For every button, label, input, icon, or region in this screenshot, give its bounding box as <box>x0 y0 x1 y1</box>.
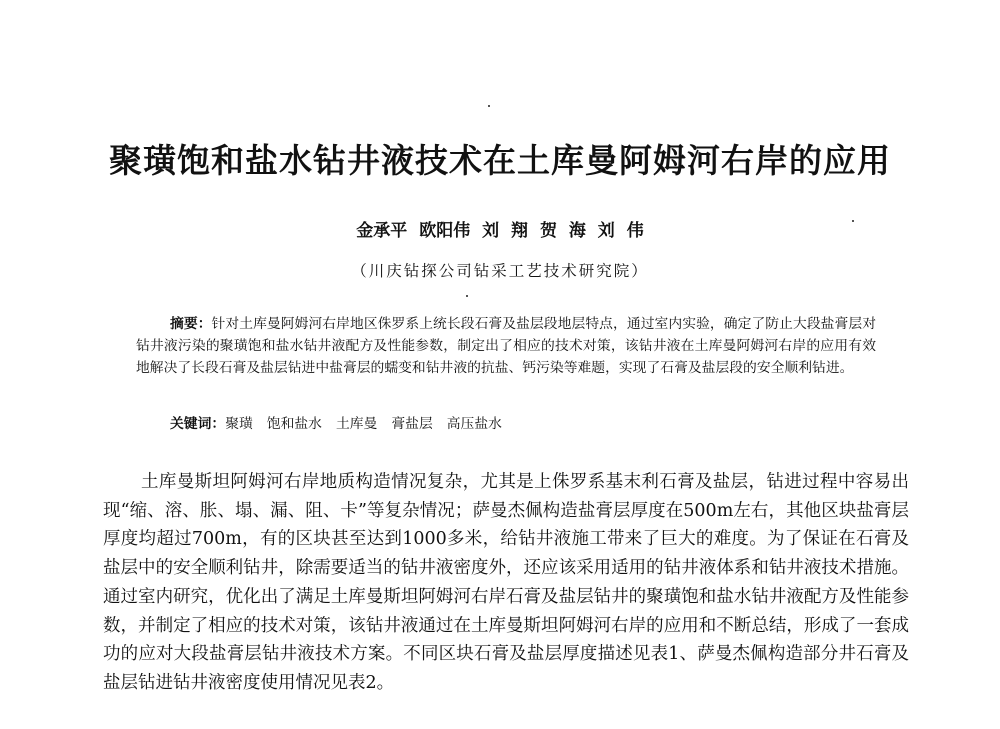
scan-speck <box>852 220 854 222</box>
affiliation: （川庆钻探公司钻采工艺技术研究院） <box>351 262 649 280</box>
body-section <box>103 468 909 698</box>
keywords-line <box>170 413 870 435</box>
keyword: 聚璜 <box>225 416 253 432</box>
keyword: 高压盐水 <box>446 416 502 432</box>
abstract-paragraph <box>136 313 876 379</box>
abstract-text: 针对土库曼阿姆河右岸地区侏罗系上统长段石膏及盐层段地层特点，通过室内实验，确定了防止大段盐膏层对钻井液污染的聚璜饱和盐水钻井液配方及性能参数，制定出了相应的技术对策，该钻井液在土库曼阿姆河右岸的应用有效地解决了长段石膏及盐层钻进中盐膏层的蠕变和钻井液的抗盐、钙污染等难题，实现了石膏及盐层段的安全顺利钻进。 <box>136 316 877 376</box>
paper-title: 聚璜饱和盐水钻井液技术在土库曼阿姆河右岸的应用 <box>109 141 891 180</box>
scan-speck <box>488 105 490 107</box>
abstract-block <box>136 313 876 379</box>
keyword: 饱和盐水 <box>266 416 322 432</box>
author-list: 金承平 欧阳伟 刘 翔 贺 海 刘 伟 <box>356 221 644 241</box>
keyword: 膏盐层 <box>391 416 433 432</box>
body-paragraph: 土库曼斯坦阿姆河右岸地质构造情况复杂，尤其是上侏罗系基末利石膏及盐层，钻进过程中容易出现“缩、溶、胀、塌、漏、阻、卡”等复杂情况；萨曼杰佩构造盐膏层厚度在500m左右，其他区块盐膏层厚度均超过700m，有的区块甚至达到1000多米，给钻井液施工带来了巨大的难度。为了保证在石膏及盐层中的安全顺利钻井，除需要适当的钻井液密度外，还应该采用适用的钻井液体系和钻井液技术措施。通过室内研究，优化出了满足土库曼斯坦阿姆河右岸石膏及盐层钻井的聚璜饱和盐水钻井液配方及性能参数，并制定了相应的技术对策，该钻井液通过在土库曼斯坦阿姆河右岸的应用和不断总结，形成了一套成功的应对大段盐膏层钻井液技术方案。不同区块石膏及盐层厚度描述见表1、萨曼杰佩构造部分井石膏及盐层钻进钻井液密度使用情况见表2。 <box>103 472 909 693</box>
keyword: 土库曼 <box>335 416 378 432</box>
keywords-label: 关键词： <box>170 416 226 432</box>
scan-speck <box>466 295 468 297</box>
abstract-label: 摘要： <box>170 316 212 332</box>
